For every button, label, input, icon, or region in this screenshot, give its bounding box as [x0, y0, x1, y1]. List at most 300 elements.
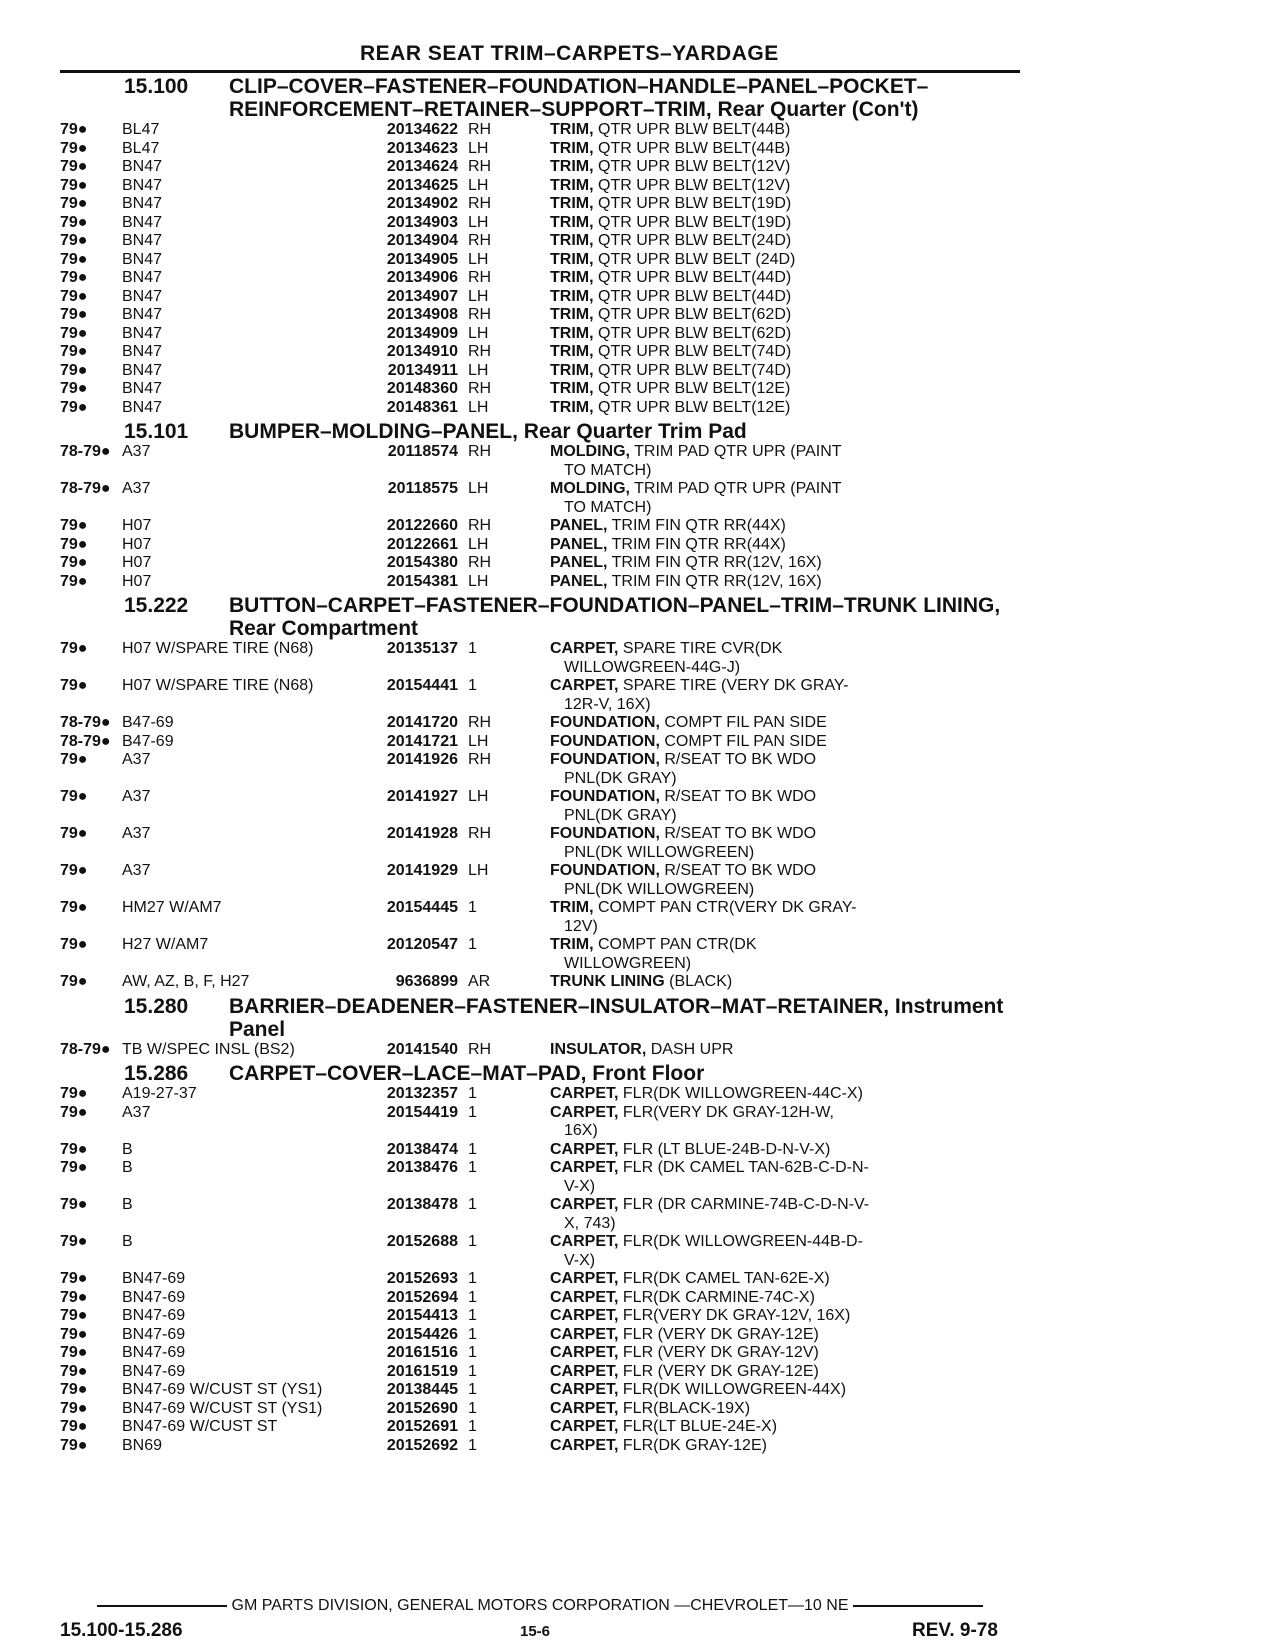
part-row [60, 306, 1020, 325]
part-number: 20134902 [386, 195, 458, 212]
section-title: CLIP–COVER–FASTENER–FOUNDATION–HANDLE–PANEL–POCKET–REINFORCEMENT–RETAINER–SUPPORT–TRIM, Rear Quarter (Con't) [229, 75, 929, 121]
part-term: CARPET, [550, 1103, 619, 1121]
part-number: 20154441 [386, 677, 458, 694]
body-code: A37 [122, 1103, 151, 1121]
spacer [514, 362, 550, 381]
model-year: 79● [60, 176, 88, 194]
body-code: B [122, 1233, 133, 1250]
spacer [514, 251, 550, 270]
part-description [550, 480, 1020, 517]
part-number: 20154380 [386, 554, 458, 571]
part-description [550, 1307, 1020, 1326]
quantity: LH [468, 361, 489, 379]
part-row [60, 677, 1020, 714]
model-year: 79● [60, 1362, 88, 1380]
part-number: 20152692 [386, 1436, 458, 1454]
quantity: RH [468, 751, 492, 768]
part-detail: R/SEAT TO BK WDO [664, 862, 817, 879]
body-code: B [122, 1140, 133, 1158]
spacer [514, 214, 550, 233]
part-number: 20120547 [386, 936, 458, 953]
model-year: 79● [60, 554, 88, 571]
part-detail: QTR UPR BLW BELT(12V) [598, 176, 791, 194]
quantity: 1 [468, 1381, 477, 1398]
quantity: LH [468, 398, 489, 416]
part-detail: DASH UPR [650, 1040, 734, 1058]
quantity: 1 [468, 1085, 477, 1102]
part-description [550, 399, 1020, 418]
part-detail: TRIM FIN QTR RR(12V, 16X) [611, 554, 822, 571]
part-term: TRIM, [550, 380, 594, 397]
part-term: FOUNDATION, [550, 714, 660, 731]
parts-listing [60, 72, 1020, 1455]
part-detail: QTR UPR BLW BELT(44B) [598, 121, 791, 138]
part-term: TRIM, [550, 398, 594, 416]
part-detail: FLR (VERY DK GRAY-12V) [622, 1344, 819, 1361]
part-number: 20152693 [386, 1270, 458, 1287]
part-term: PANEL, [550, 572, 608, 590]
spacer [514, 1363, 550, 1382]
part-term: PANEL, [550, 517, 608, 534]
model-year: 79● [60, 1159, 88, 1176]
part-term: CARPET, [550, 1196, 619, 1213]
body-code: BN47-69 [122, 1307, 186, 1324]
quantity: RH [468, 443, 492, 460]
spacer [514, 232, 550, 251]
part-number: 20141720 [386, 714, 458, 731]
body-code: BN47-69 [122, 1362, 186, 1380]
revision-label: REV. 9-78 [912, 1620, 998, 1641]
spacer [514, 751, 550, 788]
body-code: A37 [122, 751, 151, 768]
section-number: 15.101 [124, 420, 189, 443]
part-row [60, 825, 1020, 862]
model-year: 79● [60, 751, 88, 768]
spacer [514, 1196, 550, 1233]
body-code: BN47-69 W/CUST ST (YS1) [122, 1381, 322, 1398]
part-row [60, 269, 1020, 288]
body-code: BN47 [122, 232, 163, 249]
page-number: 15-6 [520, 1623, 551, 1640]
part-detail: FLR (VERY DK GRAY-12E) [622, 1325, 819, 1343]
body-code: A37 [122, 862, 151, 879]
spacer [514, 1326, 550, 1345]
part-detail: FLR(DK WILLOWGREEN-44B-D- [622, 1233, 863, 1250]
part-row [60, 973, 1020, 992]
part-term: PANEL, [550, 554, 608, 571]
part-term: CARPET, [550, 1418, 619, 1435]
body-code: BN47 [122, 324, 163, 342]
part-detail: SPARE TIRE (VERY DK GRAY- [622, 677, 849, 694]
part-number: 20134904 [386, 232, 458, 249]
part-number: 20141926 [386, 751, 458, 768]
spacer [514, 1085, 550, 1104]
part-row [60, 1196, 1020, 1233]
body-code: A19-27-37 [122, 1085, 197, 1102]
quantity: LH [468, 250, 489, 268]
model-year: 79● [60, 250, 88, 268]
model-year: 78-79● [60, 714, 111, 731]
model-year: 79● [60, 1103, 88, 1121]
body-code: BN47 [122, 398, 163, 416]
model-year: 79● [60, 195, 88, 212]
part-number: 20154445 [386, 899, 458, 916]
quantity: 1 [468, 1159, 477, 1176]
part-number: 20141721 [386, 732, 458, 750]
body-code: BN47 [122, 250, 163, 268]
part-number: 20141928 [386, 825, 458, 842]
model-year: 79● [60, 324, 88, 342]
part-detail: QTR UPR BLW BELT(19D) [598, 213, 792, 231]
model-year: 78-79● [60, 732, 111, 750]
body-code: H07 W/SPARE TIRE (N68) [122, 640, 314, 657]
part-detail: FLR (DK CAMEL TAN-62B-C-D-N- [622, 1159, 869, 1176]
part-row [60, 443, 1020, 480]
body-code: A37 [122, 825, 151, 842]
body-code: BL47 [122, 121, 160, 138]
part-row [60, 1437, 1020, 1456]
part-row [60, 121, 1020, 140]
part-number: 20152688 [386, 1233, 458, 1250]
part-detail: R/SEAT TO BK WDO [664, 788, 817, 805]
quantity: 1 [468, 1233, 477, 1250]
model-year: 78-79● [60, 480, 111, 497]
part-number: 20134903 [386, 213, 458, 231]
part-detail-continued: WILLOWGREEN-44G-J) [564, 658, 741, 676]
quantity: 1 [468, 1436, 477, 1454]
part-term: CARPET, [550, 1381, 619, 1398]
part-description [550, 306, 1020, 325]
section-title: BUMPER–MOLDING–PANEL, Rear Quarter Trim Pad [229, 420, 747, 443]
model-year: 78-79● [60, 443, 111, 460]
part-term: CARPET, [550, 1288, 619, 1306]
spacer [514, 640, 550, 677]
part-detail-continued: 16X) [564, 1122, 598, 1139]
model-year: 79● [60, 1436, 88, 1454]
spacer [514, 1344, 550, 1363]
part-description [550, 288, 1020, 307]
part-detail: FLR(LT BLUE-24E-X) [622, 1418, 778, 1435]
quantity: 1 [468, 1418, 477, 1435]
spacer [514, 380, 550, 399]
part-description [550, 140, 1020, 159]
part-detail-continued: TO MATCH) [564, 461, 652, 479]
part-number: 20141927 [386, 788, 458, 805]
part-row [60, 733, 1020, 752]
page-title: REAR SEAT TRIM–CARPETS–YARDAGE [360, 42, 779, 65]
spacer [514, 1400, 550, 1419]
part-term: TRIM, [550, 361, 594, 379]
part-row [60, 343, 1020, 362]
quantity: 1 [468, 899, 477, 916]
quantity: 1 [468, 640, 477, 657]
body-code: BN47 [122, 361, 163, 379]
part-detail-continued: V-X) [564, 1251, 596, 1269]
part-row [60, 1363, 1020, 1382]
model-year: 79● [60, 287, 88, 305]
part-description [550, 1437, 1020, 1456]
part-description [550, 251, 1020, 270]
part-description [550, 269, 1020, 288]
model-year: 79● [60, 535, 88, 553]
part-number: 20138478 [386, 1196, 458, 1213]
model-year: 79● [60, 1344, 88, 1361]
part-number: 20161516 [386, 1344, 458, 1361]
model-year: 79● [60, 158, 88, 175]
section-heading [60, 594, 1020, 640]
part-detail: FLR(VERY DK GRAY-12H-W, [622, 1103, 834, 1121]
spacer [514, 480, 550, 517]
part-term: CARPET, [550, 1436, 619, 1454]
body-code: A37 [122, 788, 151, 805]
quantity: 1 [468, 1270, 477, 1287]
spacer [514, 973, 550, 992]
part-detail: QTR UPR BLW BELT(74D) [598, 361, 792, 379]
part-detail: COMPT FIL PAN SIDE [664, 732, 827, 750]
quantity: 1 [468, 1196, 477, 1213]
spacer [514, 177, 550, 196]
part-detail-continued: X, 743) [564, 1214, 616, 1232]
part-number: 20134907 [386, 287, 458, 305]
part-number: 20161519 [386, 1362, 458, 1380]
body-code: BN47-69 W/CUST ST [122, 1418, 278, 1435]
part-number: 20122660 [386, 517, 458, 534]
part-row [60, 1418, 1020, 1437]
model-year: 79● [60, 380, 88, 397]
model-year: 79● [60, 899, 88, 916]
part-description [550, 899, 1020, 936]
quantity: RH [468, 825, 492, 842]
part-detail: SPARE TIRE CVR(DK [622, 640, 783, 657]
part-number: 20152690 [386, 1399, 458, 1417]
part-row [60, 232, 1020, 251]
part-term: FOUNDATION, [550, 751, 660, 768]
part-detail: FLR (DR CARMINE-74B-C-D-N-V- [622, 1196, 870, 1213]
part-term: FOUNDATION, [550, 862, 660, 879]
part-detail: QTR UPR BLW BELT(12E) [598, 398, 791, 416]
part-term: FOUNDATION, [550, 732, 660, 750]
part-term: TRIM, [550, 343, 594, 360]
footer-rule [853, 1605, 983, 1607]
body-code: BN47 [122, 213, 163, 231]
quantity: 1 [468, 1344, 477, 1361]
part-description [550, 733, 1020, 752]
body-code: BN47-69 [122, 1288, 186, 1306]
part-term: CARPET, [550, 1362, 619, 1380]
part-term: TRIM, [550, 899, 594, 916]
part-description [550, 362, 1020, 381]
part-number: 20141540 [386, 1040, 458, 1058]
part-detail: QTR UPR BLW BELT(62D) [598, 324, 792, 342]
part-number: 20141929 [386, 862, 458, 879]
part-row [60, 936, 1020, 973]
part-detail: FLR(DK WILLOWGREEN-44X) [622, 1381, 847, 1398]
spacer [514, 714, 550, 733]
part-row [60, 1289, 1020, 1308]
part-detail: FLR(VERY DK GRAY-12V, 16X) [622, 1307, 851, 1324]
part-term: CARPET, [550, 1159, 619, 1176]
spacer [514, 1141, 550, 1160]
part-number: 20134910 [386, 343, 458, 360]
body-code: BN47-69 [122, 1270, 186, 1287]
section-number: 15.100 [124, 75, 189, 98]
body-code: TB W/SPEC INSL (BS2) [122, 1040, 295, 1058]
part-row [60, 195, 1020, 214]
part-detail-continued: WILLOWGREEN) [564, 954, 692, 972]
model-year: 79● [60, 1233, 88, 1250]
part-description [550, 554, 1020, 573]
part-term: FOUNDATION, [550, 788, 660, 805]
part-detail: QTR UPR BLW BELT (24D) [598, 250, 796, 268]
part-term: TRIM, [550, 232, 594, 249]
part-detail: QTR UPR BLW BELT(44D) [598, 287, 792, 305]
part-detail: R/SEAT TO BK WDO [664, 751, 817, 768]
model-year: 79● [60, 973, 88, 990]
part-number: 20134624 [386, 158, 458, 175]
spacer [514, 862, 550, 899]
part-term: INSULATOR, [550, 1040, 647, 1058]
quantity: LH [468, 480, 489, 497]
part-detail: COMPT FIL PAN SIDE [664, 714, 827, 731]
part-number: 20118574 [387, 443, 458, 460]
spacer [514, 121, 550, 140]
body-code: B47-69 [122, 714, 174, 731]
body-code: H07 W/SPARE TIRE (N68) [122, 677, 314, 694]
part-description [550, 177, 1020, 196]
body-code: B47-69 [122, 732, 174, 750]
body-code: BN47 [122, 158, 163, 175]
part-detail: QTR UPR BLW BELT(12V) [598, 158, 791, 175]
part-row [60, 399, 1020, 418]
spacer [514, 677, 550, 714]
part-number: 20134905 [386, 250, 458, 268]
quantity: LH [468, 139, 489, 157]
quantity: 1 [468, 1325, 477, 1343]
spacer [514, 399, 550, 418]
part-detail: FLR (VERY DK GRAY-12E) [622, 1362, 819, 1380]
body-code: A37 [122, 443, 151, 460]
spacer [514, 1437, 550, 1456]
body-code: BN47 [122, 195, 163, 212]
part-number: 20134906 [386, 269, 458, 286]
spacer [514, 1104, 550, 1141]
body-code: A37 [122, 480, 151, 497]
part-row [60, 251, 1020, 270]
part-detail: TRIM FIN QTR RR(12V, 16X) [611, 572, 822, 590]
part-row [60, 554, 1020, 573]
body-code: H07 [122, 517, 152, 534]
section-number: 15.280 [124, 994, 189, 1018]
part-detail: FLR(BLACK-19X) [622, 1399, 751, 1417]
part-number: 20134622 [386, 121, 458, 138]
body-code: AW, AZ, B, F, H27 [122, 973, 250, 990]
part-description [550, 1344, 1020, 1363]
part-description [550, 158, 1020, 177]
part-detail: TRIM PAD QTR UPR (PAINT [634, 480, 842, 497]
part-row [60, 362, 1020, 381]
model-year: 79● [60, 1196, 88, 1213]
part-row [60, 862, 1020, 899]
body-code: BN69 [122, 1436, 163, 1454]
part-row [60, 1085, 1020, 1104]
part-term: FOUNDATION, [550, 825, 660, 842]
quantity: RH [468, 195, 492, 212]
part-description [550, 640, 1020, 677]
part-description [550, 1400, 1020, 1419]
model-year: 79● [60, 1288, 88, 1306]
part-row [60, 140, 1020, 159]
part-detail: FLR (LT BLUE-24B-D-N-V-X) [622, 1140, 831, 1158]
part-detail: COMPT PAN CTR(DK [598, 936, 757, 953]
model-year: 79● [60, 1325, 88, 1343]
quantity: LH [468, 324, 489, 342]
part-detail-continued: PNL(DK WILLOWGREEN) [564, 880, 755, 898]
section-number: 15.222 [124, 594, 189, 617]
part-description [550, 195, 1020, 214]
part-row [60, 573, 1020, 592]
section-heading [60, 995, 1020, 1041]
part-row [60, 177, 1020, 196]
quantity: RH [468, 714, 492, 731]
part-number: 20148360 [386, 380, 458, 397]
part-description [550, 214, 1020, 233]
part-description [550, 1196, 1020, 1233]
part-detail: FLR(DK CAMEL TAN-62E-X) [622, 1270, 830, 1287]
part-detail: COMPT PAN CTR(VERY DK GRAY- [598, 899, 857, 916]
part-number: 20134908 [386, 306, 458, 323]
part-number: 20154426 [386, 1325, 458, 1343]
model-year: 79● [60, 232, 88, 249]
model-year: 79● [60, 677, 88, 694]
part-number: 20148361 [386, 398, 458, 416]
part-number: 20135137 [386, 640, 458, 657]
quantity: LH [468, 862, 489, 879]
model-year: 79● [60, 1307, 88, 1324]
part-number: 20154419 [386, 1103, 458, 1121]
part-number: 20152694 [386, 1288, 458, 1306]
quantity: RH [468, 517, 492, 534]
part-term: MOLDING, [550, 480, 630, 497]
part-row [60, 1141, 1020, 1160]
spacer [514, 325, 550, 344]
model-year: 79● [60, 517, 88, 534]
part-number: 20134623 [386, 139, 458, 157]
spacer [514, 936, 550, 973]
part-number: 20122661 [386, 535, 458, 553]
part-number: 20138476 [386, 1159, 458, 1176]
model-year: 79● [60, 862, 88, 879]
part-description [550, 1141, 1020, 1160]
part-number: 20134909 [386, 324, 458, 342]
part-term: TRUNK LINING [550, 973, 665, 990]
part-row [60, 380, 1020, 399]
body-code: HM27 W/AM7 [122, 899, 222, 916]
part-row [60, 480, 1020, 517]
part-description [550, 232, 1020, 251]
body-code: BN47-69 [122, 1344, 186, 1361]
part-term: TRIM, [550, 213, 594, 231]
quantity: RH [468, 158, 492, 175]
body-code: BN47 [122, 306, 163, 323]
part-description [550, 380, 1020, 399]
model-year: 79● [60, 788, 88, 805]
part-number: 9636899 [395, 973, 458, 990]
body-code: BN47 [122, 287, 163, 305]
body-code: BN47-69 W/CUST ST (YS1) [122, 1399, 322, 1417]
part-description [550, 1041, 1020, 1060]
model-year: 79● [60, 139, 88, 157]
page-header [60, 40, 1020, 73]
